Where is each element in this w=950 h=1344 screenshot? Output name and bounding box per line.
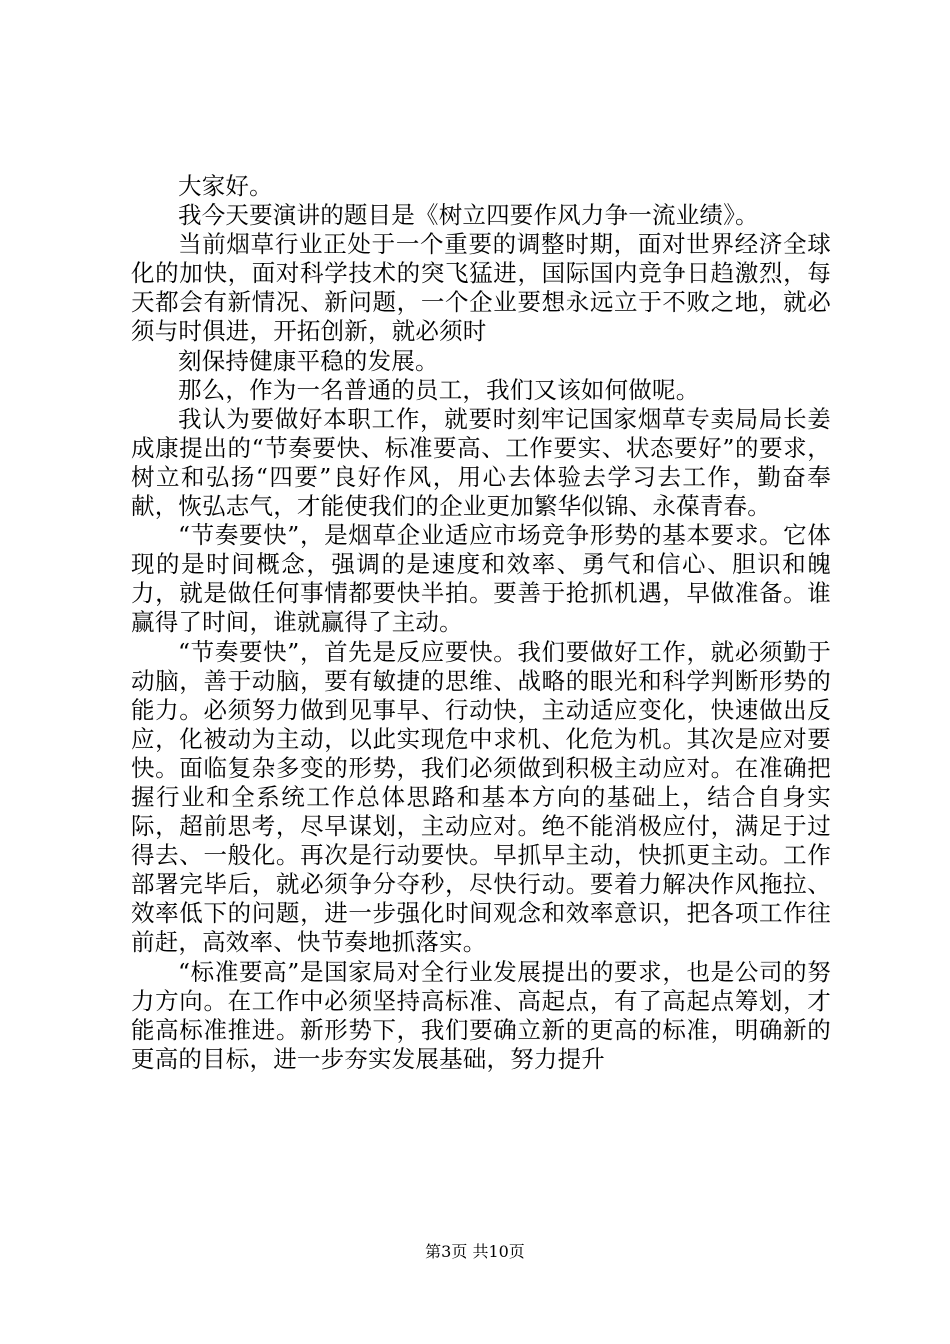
paragraph-four-requirements: 我认为要做好本职工作，就要时刻牢记国家烟草专卖局局长姜成康提出的“节奏要快、标准要高、工作要实、状态要好”的要求，树立和弘扬“四要”良好作风，用心去体验去学习去工作，勤奋奉献，恢弘志气，才能使我们的企业更加繁华似锦、永葆青春。 <box>131 404 831 521</box>
paragraph-greeting: 大家好。 <box>178 172 273 200</box>
paragraph-question: 那么，作为一名普通的员工，我们又该如何做呢。 <box>178 375 700 404</box>
paragraph-high-standards: “标准要高”是国家局对全行业发展提出的要求，也是公司的努力方向。在工作中必须坚持高标准、高起点，有了高起点筹划，才能高标准推进。新形势下，我们要确立新的更高的标准，明确新的更高的目标，进一步夯实发展基础，努力提升 <box>131 957 831 1073</box>
paragraph-context-continued: 刻保持健康平稳的发展。 <box>178 346 439 375</box>
paragraph-title-intro: 我今天要演讲的题目是《树立四要作风力争一流业绩》。 <box>178 201 759 230</box>
paragraph-fast-pace-definition: “节奏要快”，是烟草企业适应市场竞争形势的基本要求。它体现的是时间概念，强调的是速度和效率、勇气和信心、胆识和魄力，就是做任何事情都要快半拍。要善于抢抓机遇，早做准备。谁赢得了时间，谁就赢得了主动。 <box>131 521 831 637</box>
paragraph-context: 当前烟草行业正处于一个重要的调整时期，面对世界经济全球化的加快，面对科学技术的突飞猛进，国际国内竞争日趋激烈，每天都会有新情况、新问题，一个企业要想永远立于不败之地，就必须与时俱进，开拓创新，就必须时 <box>131 230 831 346</box>
speech-body <box>131 172 831 1074</box>
page-number-footer: 第3页 共10页 <box>425 1242 525 1261</box>
paragraph-fast-pace-details: “节奏要快”，首先是反应要快。我们要做好工作，就必须勤于动脑，善于动脑，要有敏捷的思维、战略的眼光和科学判断形势的能力。必须努力做到见事早、行动快，主动适应变化，快速做出反应，化被动为主动，以此实现危中求机、化危为机。其次是应对要快。面临复杂多变的形势，我们必须做到积极主动应对。在准确把握行业和全系统工作总体思路和基本方向的基础上，结合自身实际，超前思考，尽早谋划，主动应对。绝不能消极应付，满足于过得去、一般化。再次是行动要快。早抓早主动，快抓更主动。工作部署完毕后，就必须争分夺秒，尽快行动。要着力解决作风拖拉、效率低下的问题，进一步强化时间观念和效率意识，把各项工作往前赶，高效率、快节奏地抓落实。 <box>131 637 831 957</box>
